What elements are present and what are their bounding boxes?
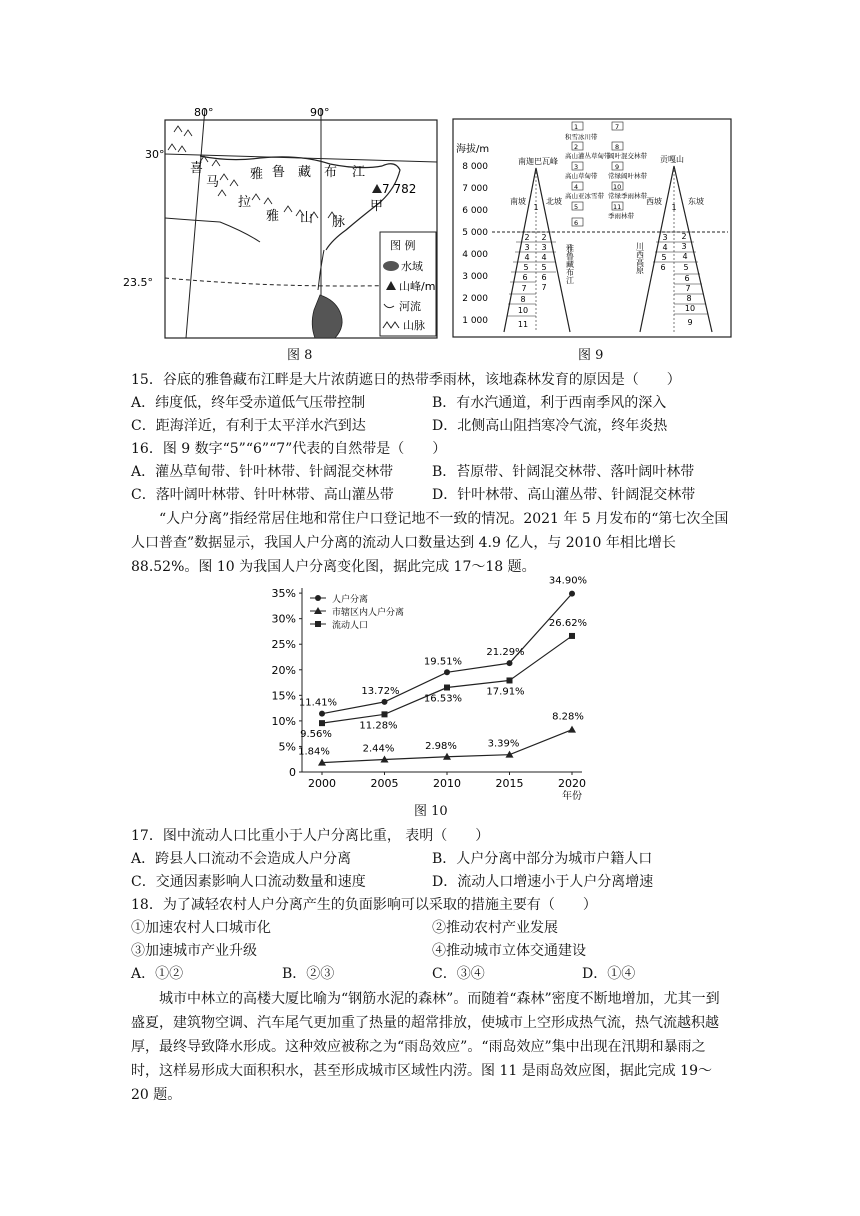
y-tick-label: 20% xyxy=(271,663,296,677)
north-band-7: 7 xyxy=(541,283,547,292)
left-band-1: 1 xyxy=(533,203,539,212)
intro-paragraph-19-20: 城市中林立的高楼大厦比喻为“钢筋水泥的森林”。而随着“森林”密度不断地增加，尤其一到盛夏，建筑物空调、汽车尾气更加重了热量的超常排放，使城市上空形成热气流，热气流越积越厚，最终导致降水形成。这种效应被称之为“雨岛效应”。“雨岛效应”集中出现在汛期和暴雨之时，这样易形成大面积积水，甚至形成城市区域性内涝。图 11 是雨岛效应图，据此完成 19～20 题。 xyxy=(131,991,720,1103)
tick-5000: 5 000 xyxy=(462,228,488,238)
svg-text:常绿季雨林带: 常绿季雨林带 xyxy=(608,192,647,200)
point-circle xyxy=(444,669,450,675)
mountain-char-2: 马 xyxy=(206,175,220,190)
x-tick-label: 2000 xyxy=(308,777,336,790)
x-tick-label: 2015 xyxy=(495,777,524,790)
lon-80-label: 80° xyxy=(194,106,214,119)
south-slope-label: 南坡 xyxy=(510,197,526,206)
q17-option-a: A．跨县人口流动不会造成人户分离 xyxy=(131,851,352,867)
west-band-5: 5 xyxy=(661,253,667,262)
north-band-4: 4 xyxy=(541,253,547,262)
legend-peak-label: 山峰/m xyxy=(399,280,436,293)
east-band-7: 7 xyxy=(685,284,691,293)
left-band-5: 5 xyxy=(523,263,529,272)
svg-text:10: 10 xyxy=(613,183,622,191)
x-tick-label: 2010 xyxy=(433,777,461,790)
data-label: 21.29% xyxy=(486,647,525,659)
left-band-4: 4 xyxy=(524,253,530,262)
q15-option-a: A．纬度低，终年受赤道低气压带控制 xyxy=(131,395,366,411)
intro-paragraph-17-18: “人户分离”指经常居住地和常住户口登记地不一致的情况。2021 年 5 月发布的“第七次全国人口普查”数据显示，我国人户分离的流动人口数量达到 4.9 亿人，与 2010 年相比增长 88.52%。图 10 为我国人户分离变化图，据此完成 17～18 题。 xyxy=(131,511,729,575)
east-band-6: 6 xyxy=(684,274,690,283)
right-band-1: 1 xyxy=(671,203,677,212)
legend-entry: 流动人口 xyxy=(332,621,369,631)
data-label: 13.72% xyxy=(361,685,400,697)
y-tick-label: 25% xyxy=(271,638,296,652)
tick-1000: 1 000 xyxy=(462,316,488,326)
legend-entry: 市辖区内人户分离 xyxy=(332,608,405,618)
data-label: 1.84% xyxy=(298,746,330,758)
data-label: 9.56% xyxy=(300,729,332,741)
tick-3000: 3 000 xyxy=(462,272,488,282)
q18-option-c: C．③④ xyxy=(432,966,485,982)
north-band-3: 3 xyxy=(541,243,547,252)
y-tick-label: 35% xyxy=(271,587,296,601)
data-label: 17.91% xyxy=(486,686,525,698)
svg-text:高山灌丛草甸带: 高山灌丛草甸带 xyxy=(565,152,611,160)
series-line-3 xyxy=(322,636,572,723)
q18-option-a: A．①② xyxy=(131,966,184,982)
east-slope-label: 东坡 xyxy=(688,197,704,206)
west-slope-label: 西坡 xyxy=(646,197,662,206)
q17-stem: 17．图中流动人口比重小于人户分离比重， 表明（ ） xyxy=(131,828,490,844)
left-band-11: 11 xyxy=(517,320,529,329)
north-slope-label: 北坡 xyxy=(546,197,562,206)
q18-option-b: B．②③ xyxy=(282,966,335,982)
q16-option-a: A．灌丛草甸带、针叶林带、针阔混交林带 xyxy=(131,464,394,480)
q16-option-d: D．针叶林带、高山灌丛带、针阔混交林带 xyxy=(432,487,696,503)
mountain-char-3: 拉 xyxy=(238,195,252,210)
tick-4000: 4 000 xyxy=(462,250,488,260)
north-band-6: 6 xyxy=(541,273,547,282)
left-band-6: 6 xyxy=(522,273,528,282)
east-band-4: 4 xyxy=(682,252,688,261)
svg-text:11: 11 xyxy=(613,203,622,211)
tick-2000: 2 000 xyxy=(462,294,488,304)
data-label: 26.62% xyxy=(548,617,588,629)
point-triangle xyxy=(568,726,576,733)
data-label: 2.44% xyxy=(362,743,395,755)
peak-name-label: 甲 xyxy=(370,199,384,214)
q17-option-d: D．流动人口增速小于人户分离增速 xyxy=(432,874,654,890)
left-band-2: 2 xyxy=(524,233,530,242)
data-label: 8.28% xyxy=(552,711,584,723)
svg-text:1: 1 xyxy=(574,123,579,131)
west-band-3: 3 xyxy=(662,233,668,242)
y-tick-label: 10% xyxy=(271,714,296,728)
figure-10-caption: 图 10 xyxy=(414,804,448,819)
data-label: 11.28% xyxy=(359,720,398,732)
q15-option-b: B．有水汽通道，利于西南季风的深入 xyxy=(432,395,667,411)
point-circle xyxy=(507,660,513,666)
figure-10-chart xyxy=(262,576,608,802)
legend-mountain-label: 山脉 xyxy=(403,319,425,332)
x-tick-label: 2020 xyxy=(558,777,586,790)
svg-text:2: 2 xyxy=(574,143,579,151)
point-square xyxy=(382,711,388,717)
y-tick-label: 15% xyxy=(271,689,296,703)
y-tick-label: 30% xyxy=(271,612,296,626)
legend-water-label: 水域 xyxy=(401,260,423,273)
svg-text:3: 3 xyxy=(574,163,579,171)
svg-text:积雪冰川带: 积雪冰川带 xyxy=(565,133,598,141)
point-circle xyxy=(569,591,575,597)
y-tick-label: 0 xyxy=(289,766,296,779)
x-axis-label: 年份 xyxy=(562,791,582,802)
mountain-char-1: 喜 xyxy=(190,161,204,176)
q15-stem: 15．谷底的雅鲁藏布江畔是大片浓荫遮日的热带季雨林，该地森林发育的原因是（ ） xyxy=(131,372,681,388)
north-band-5: 5 xyxy=(541,263,547,272)
point-circle xyxy=(319,711,325,717)
data-label: 34.90% xyxy=(548,575,588,587)
figure-8-map xyxy=(123,100,442,342)
q16-stem: 16．图 9 数字“5”“6”“7”代表的自然带是（ ） xyxy=(131,441,447,457)
lat-235-label: 23.5° xyxy=(123,276,153,289)
figure-8-caption: 图 8 xyxy=(287,348,313,363)
svg-text:阔叶混交林带: 阔叶混交林带 xyxy=(608,152,647,160)
legend-river-label: 河流 xyxy=(399,300,421,313)
right-peak-name: 贡嘎山 xyxy=(660,155,684,164)
left-peak-name: 南迦巴瓦峰 xyxy=(518,157,558,166)
zone-legend xyxy=(565,122,648,227)
q18-stem: 18．为了减轻农村人户分离产生的负面影响可以采取的措施主要有（ ） xyxy=(131,897,597,913)
point-square xyxy=(315,621,321,627)
point-square xyxy=(507,677,513,683)
point-square xyxy=(319,720,325,726)
altitude-axis-label: 海拔/m xyxy=(456,144,490,155)
point-circle xyxy=(382,699,388,705)
east-band-10: 10 xyxy=(684,304,696,313)
river-char-3: 藏 xyxy=(298,165,312,180)
tick-6000: 6 000 xyxy=(462,206,488,216)
river-char-5: 江 xyxy=(352,165,366,180)
svg-text:8: 8 xyxy=(615,143,620,151)
svg-text:5: 5 xyxy=(574,203,579,211)
east-band-5: 5 xyxy=(683,263,689,272)
peak-height-label: 7 782 xyxy=(382,182,417,196)
point-square xyxy=(444,685,450,691)
x-tick-label: 2005 xyxy=(370,777,399,790)
lat-30-label: 30° xyxy=(145,148,165,161)
svg-text:高山草甸带: 高山草甸带 xyxy=(565,172,598,180)
q16-option-b: B．苔原带、针阔混交林带、落叶阔叶林带 xyxy=(432,464,695,480)
west-band-4: 4 xyxy=(662,243,668,252)
svg-text:6: 6 xyxy=(574,219,579,227)
lon-90-label: 90° xyxy=(310,106,330,119)
left-band-10: 10 xyxy=(517,306,529,315)
north-band-2: 2 xyxy=(541,233,547,242)
q18-item-2: ②推动农村产业发展 xyxy=(432,920,558,936)
east-band-3: 3 xyxy=(681,242,687,251)
svg-text:4: 4 xyxy=(574,183,579,191)
q18-item-4: ④推动城市立体交通建设 xyxy=(432,943,586,959)
q18-option-d: D．①④ xyxy=(582,966,636,982)
river-char-1: 雅 xyxy=(250,167,264,182)
q17-option-b: B．人户分离中部分为城市户籍人口 xyxy=(432,851,653,867)
plateau-label: 川西高原 xyxy=(635,242,645,274)
legend-title: 图 例 xyxy=(390,239,416,252)
q15-option-d: D．北侧高山阻挡寒冷气流，终年炎热 xyxy=(432,418,668,434)
left-band-8: 8 xyxy=(520,295,526,304)
q16-option-c: C．落叶阔叶林带、针叶林带、高山灌丛带 xyxy=(131,487,394,503)
left-band-3: 3 xyxy=(524,243,530,252)
legend-entry: 人户分离 xyxy=(332,595,369,605)
data-label: 11.41% xyxy=(298,697,338,709)
svg-text:季雨林带: 季雨林带 xyxy=(608,212,634,220)
river-char-2: 鲁 xyxy=(272,165,286,180)
mountain-char-4: 雅 xyxy=(266,209,280,224)
mountain-char-5: 山 xyxy=(300,211,314,226)
river-label: 雅鲁藏布江 xyxy=(565,244,575,284)
data-label: 3.39% xyxy=(487,738,520,750)
data-label: 16.53% xyxy=(423,693,463,705)
river-char-4: 布 xyxy=(324,165,338,180)
point-square xyxy=(569,633,575,639)
q17-option-c: C．交通因素影响人口流动数量和速度 xyxy=(131,874,366,890)
east-band-8: 8 xyxy=(686,294,692,303)
left-band-7: 7 xyxy=(521,284,527,293)
west-band-6: 6 xyxy=(660,263,666,272)
point-circle xyxy=(315,595,321,601)
y-tick-label: 5% xyxy=(278,740,296,754)
figure-9-diagram xyxy=(452,118,732,338)
tick-7000: 7 000 xyxy=(462,184,488,194)
tick-8000: 8 000 xyxy=(462,162,488,172)
data-label: 19.51% xyxy=(423,656,463,668)
svg-text:常绿阔叶林带: 常绿阔叶林带 xyxy=(608,172,647,180)
svg-text:高山亚冰雪带: 高山亚冰雪带 xyxy=(565,192,604,200)
east-band-9: 9 xyxy=(687,318,693,327)
data-label: 2.98% xyxy=(425,740,457,752)
figure-9-caption: 图 9 xyxy=(578,348,604,363)
q15-option-c: C．距海洋近，有利于太平洋水汽到达 xyxy=(131,418,366,434)
mountain-char-6: 脉 xyxy=(332,215,346,230)
svg-text:7: 7 xyxy=(615,123,620,131)
q18-item-3: ③加速城市产业升级 xyxy=(131,943,257,959)
east-band-2: 2 xyxy=(681,232,687,241)
svg-text:9: 9 xyxy=(615,163,620,171)
q18-item-1: ①加速农村人口城市化 xyxy=(131,920,271,936)
